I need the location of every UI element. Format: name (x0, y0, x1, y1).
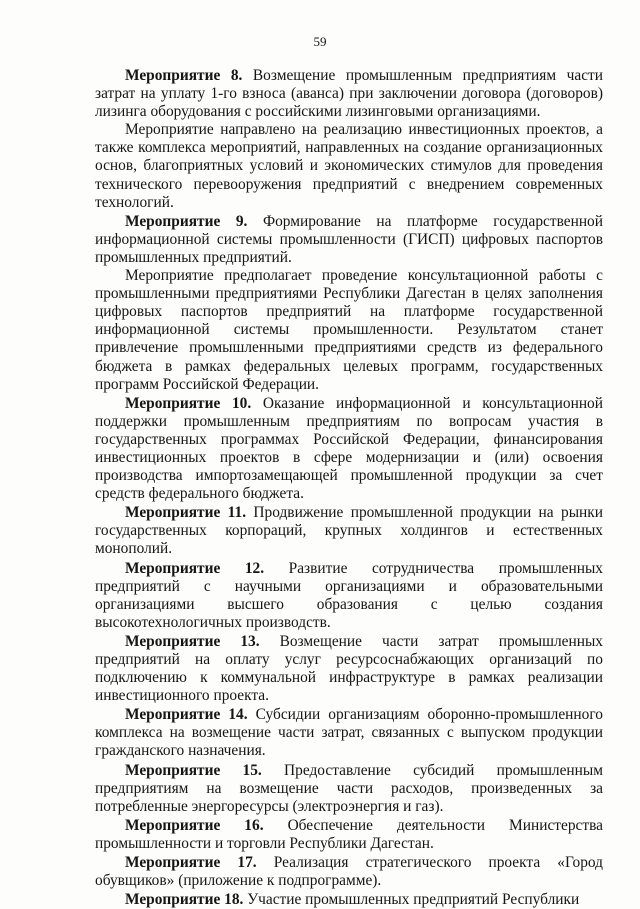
paragraph-measure-8 (95, 67, 603, 121)
paragraph-measure-9-description (95, 267, 603, 394)
measure-15-heading: Мероприятие 15. (125, 761, 262, 779)
measure-8-text: Возмещение промышленным предприятиям части затрат на уплату 1-го взноса (аванса) при заключении договора (договоров) лизинга оборудования с российскими лизинговыми организациями. (95, 67, 603, 121)
measure-17-heading: Мероприятие 17. (125, 854, 257, 872)
paragraph-measure-10 (95, 395, 603, 504)
measure-9-text: Формирование на платформе государственной информационной системы промышленности (ГИСП) цифровых паспортов промышленных предприятий. (95, 212, 603, 266)
measure-18-heading: Мероприятие 18. (125, 891, 244, 909)
measure-18-text: Участие промышленных предприятий Республики (243, 891, 580, 909)
measure-15-text: Предоставление субсидий промышленным предприятиям на возмещение части расходов, произведенных за потребленные энергоресурсы (электроэнергия и газ). (95, 761, 603, 815)
paragraph-measure-15 (95, 762, 603, 816)
measure-9-description: Мероприятие предполагает проведение консультационной работы с промышленными предприятиями Республики Дагестан в целях заполнения цифровых паспортов предприятий на платформе государственной информационной системы промышленности. Результатом станет привлечение промышленными предприятиями средств из федерального бюджета в рамках федеральных целевых программ, государственных программ Российской Федерации. (95, 267, 603, 393)
measure-13-text: Возмещение части затрат промышленных предприятий на оплату услуг ресурсоснабжающих организаций по подключению к коммунальной инфраструктуре в рамках реализации инвестиционного проекта. (95, 632, 603, 705)
measure-10-heading: Мероприятие 10. (125, 394, 252, 412)
measure-11-heading: Мероприятие 11. (125, 504, 247, 522)
paragraph-measure-9 (95, 213, 603, 267)
paragraph-measure-14 (95, 706, 603, 760)
measure-9-heading: Мероприятие 9. (125, 212, 248, 230)
paragraph-measure-13 (95, 633, 603, 705)
paragraph-measure-11 (95, 504, 603, 558)
measure-10-text: Оказание информационной и консультационной поддержки промышленным предприятиям по вопросам участия в государственных программах Российской Федерации, финансирования инвестиционных проектов в сфере модернизации и (или) освоения производства импортозамещающей промышленной продукции за счет средств федерального бюджета. (95, 394, 603, 503)
paragraph-measure-8-description (95, 121, 603, 211)
measure-16-heading: Мероприятие 16. (125, 816, 264, 834)
paragraph-measure-16 (95, 817, 603, 853)
paragraph-measure-12 (95, 560, 603, 632)
measure-8-heading: Мероприятие 8. (125, 67, 243, 84)
measure-12-heading: Мероприятие 12. (125, 559, 265, 577)
measure-14-heading: Мероприятие 14. (125, 706, 248, 724)
measure-16-text: Обеспечение деятельности Министерства промышленности и торговли Республики Дагестан. (95, 816, 603, 852)
document-body (95, 66, 603, 909)
measure-17-text: Реализация стратегического проекта «Город обувщиков» (приложение к подпрограмме). (95, 854, 603, 890)
paragraph-measure-18 (95, 891, 603, 909)
measure-12-text: Развитие сотрудничества промышленных предприятий с научными организациями и образовательными организациями высшего образования с целью создания высокотехнологичных производств. (95, 559, 603, 631)
measure-8-description: Мероприятие направлено на реализацию инвестиционных проектов, а также комплекса мероприятий, направленных на создание организационных основ, благоприятных условий и экономических стимулов для проведения технического перевооружения предприятий с внедрением современных технологий. (95, 121, 603, 211)
page-number: 59 (313, 34, 327, 49)
paragraph-measure-17 (95, 854, 603, 890)
measure-14-text: Субсидии организациям оборонно-промышленного комплекса на возмещение части затрат, связанных с выпуском продукции гражданского назначения. (95, 706, 603, 760)
measure-13-heading: Мероприятие 13. (125, 632, 260, 650)
measure-11-text: Продвижение промышленной продукции на рынки государственных корпораций, крупных холдингов и естественных монополий. (95, 504, 603, 558)
